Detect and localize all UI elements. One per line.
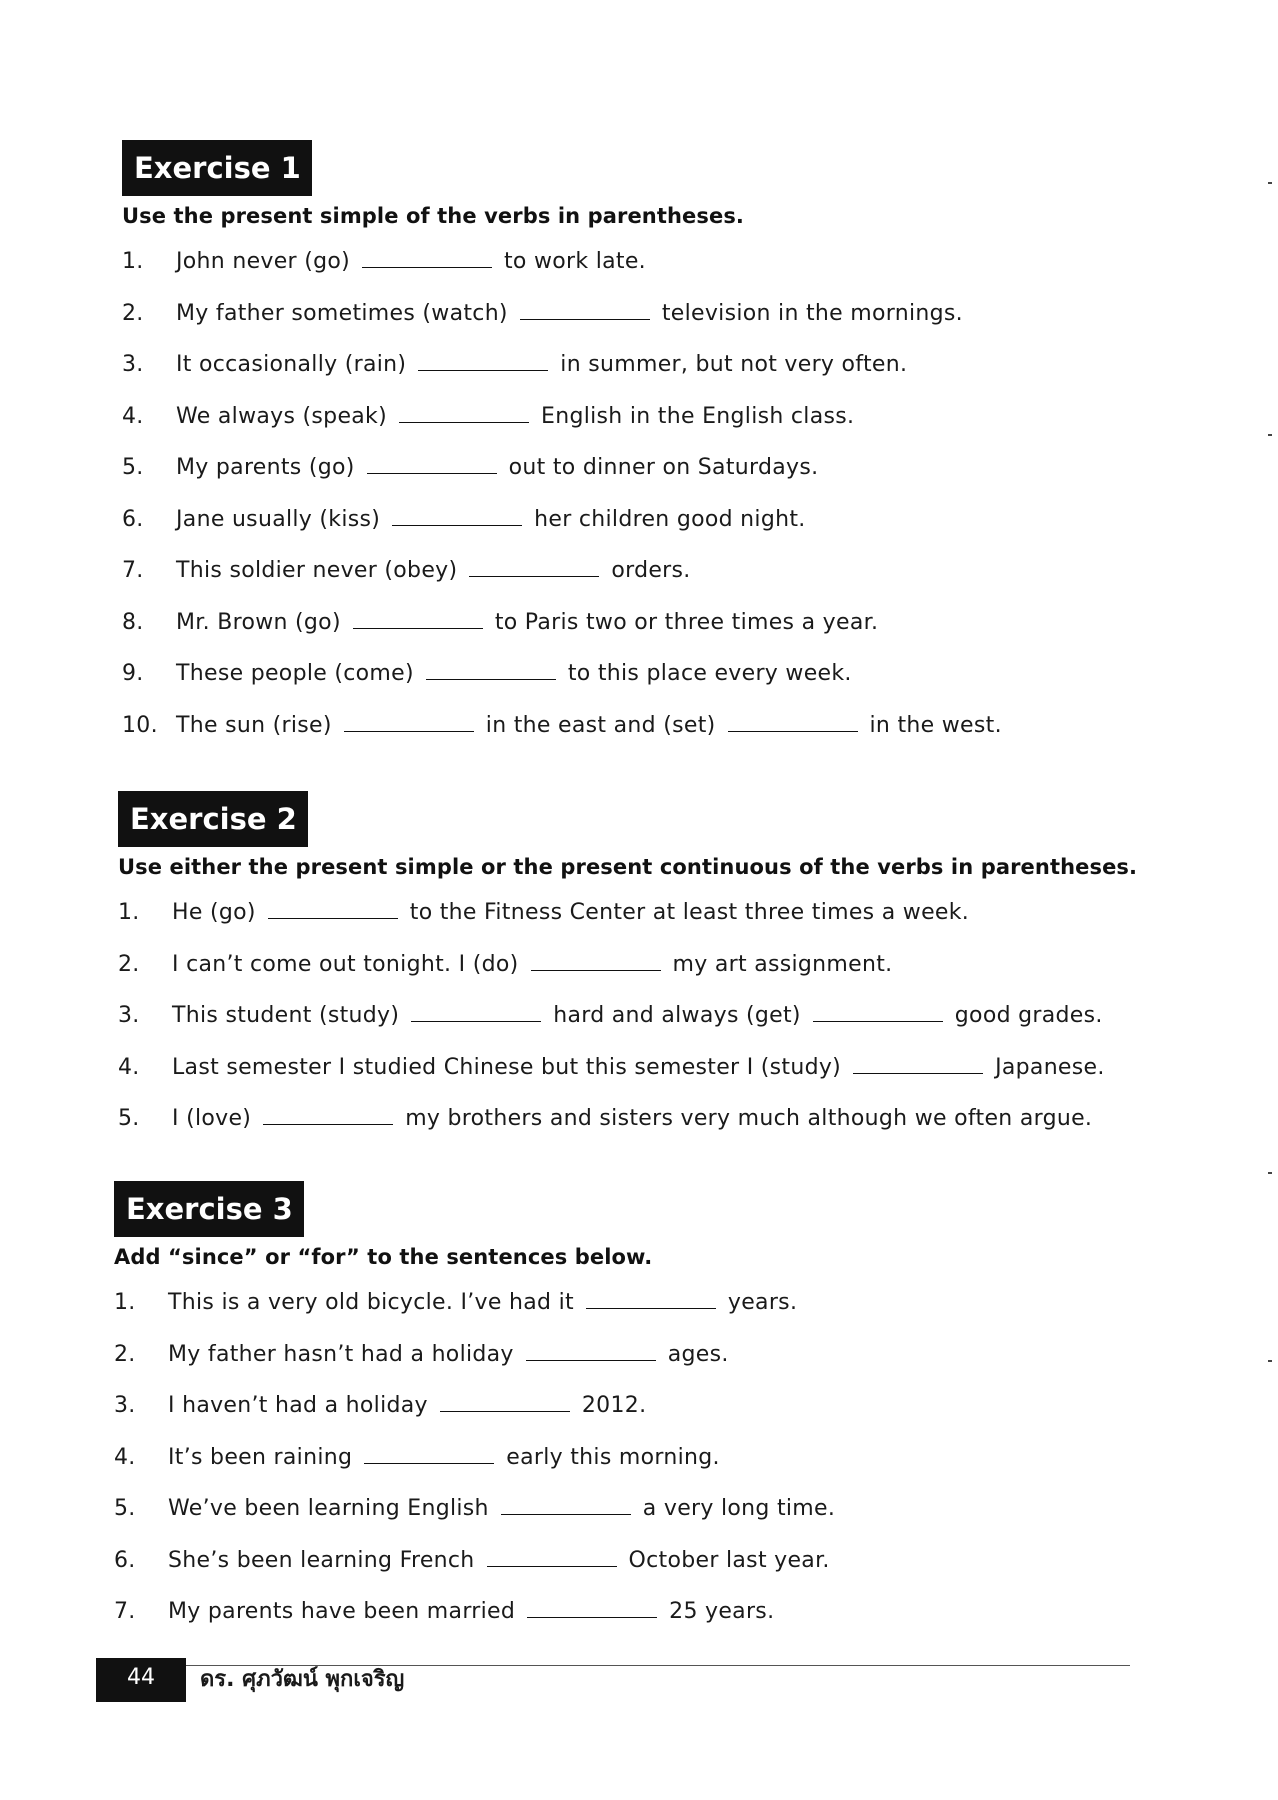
scan-edge-mark xyxy=(1268,1360,1272,1362)
sentence-fragment: It’s been raining xyxy=(168,1444,353,1470)
sentence-fragment: to this place every week. xyxy=(567,661,852,686)
exercise-1-items xyxy=(122,236,1278,751)
answer-blank[interactable] xyxy=(353,627,483,629)
item-number: 10. xyxy=(122,712,158,738)
answer-blank[interactable] xyxy=(367,472,497,474)
item-number: 6. xyxy=(114,1547,136,1573)
exercise-item xyxy=(122,339,1278,391)
exercise-item xyxy=(122,648,1278,700)
page-footer xyxy=(96,1658,1130,1702)
item-number: 5. xyxy=(122,455,144,480)
exercise-item xyxy=(118,1042,1278,1094)
item-sentence xyxy=(176,494,806,546)
sentence-fragment: I (love) xyxy=(172,1106,252,1131)
item-number: 1. xyxy=(122,249,144,274)
sentence-fragment: out to dinner on Saturdays. xyxy=(508,455,819,480)
item-sentence xyxy=(176,700,1002,752)
exercise-2-section xyxy=(0,791,1278,1145)
answer-blank[interactable] xyxy=(411,1020,541,1022)
answer-blank[interactable] xyxy=(364,1462,494,1464)
scan-edge-mark xyxy=(1268,434,1272,436)
sentence-fragment: ages. xyxy=(667,1341,729,1367)
answer-blank[interactable] xyxy=(362,266,492,268)
item-number: 6. xyxy=(122,506,144,532)
item-number: 5. xyxy=(118,1106,140,1131)
answer-blank[interactable] xyxy=(813,1020,943,1022)
sentence-fragment: These people (come) xyxy=(176,661,414,686)
item-sentence xyxy=(168,1329,729,1381)
sentence-fragment: Japanese. xyxy=(995,1054,1105,1080)
sentence-fragment: Jane usually (kiss) xyxy=(176,506,381,532)
item-number: 9. xyxy=(122,661,144,686)
answer-blank[interactable] xyxy=(527,1616,657,1618)
item-number: 4. xyxy=(122,403,144,429)
item-sentence xyxy=(168,1432,720,1484)
exercise-item xyxy=(114,1432,1278,1484)
exercise-item xyxy=(114,1380,1278,1432)
answer-blank[interactable] xyxy=(426,678,556,680)
answer-blank[interactable] xyxy=(520,318,650,320)
item-number: 3. xyxy=(118,1003,140,1028)
item-number: 5. xyxy=(114,1496,136,1521)
item-number: 4. xyxy=(114,1444,136,1470)
item-number: 4. xyxy=(118,1054,140,1080)
exercise-item xyxy=(122,494,1278,546)
sentence-fragment: We’ve been learning English xyxy=(168,1496,489,1521)
sentence-fragment: My parents (go) xyxy=(176,455,355,480)
sentence-fragment: my art assignment. xyxy=(672,951,893,977)
author-name: ดร. ศุภวัฒน์ พุกเจริญ xyxy=(200,1667,405,1692)
exercise-item xyxy=(114,1586,1278,1638)
answer-blank[interactable] xyxy=(344,730,474,732)
exercise-item xyxy=(122,442,1278,494)
answer-blank[interactable] xyxy=(531,969,661,971)
exercise-3-instruction: Add “since” or “for” to the sentences below. xyxy=(114,1245,653,1269)
exercise-item xyxy=(118,939,1278,991)
sentence-fragment: My father sometimes (watch) xyxy=(176,300,508,326)
exercise-item xyxy=(122,391,1278,443)
exercise-3-title: Exercise 3 xyxy=(114,1181,304,1237)
item-sentence xyxy=(172,990,1103,1042)
answer-blank[interactable] xyxy=(440,1410,570,1412)
sentence-fragment: her children good night. xyxy=(534,506,806,532)
sentence-fragment: She’s been learning French xyxy=(168,1547,475,1573)
exercise-1-section xyxy=(0,140,1278,751)
sentence-fragment: This is a very old bicycle. I’ve had it xyxy=(168,1290,574,1315)
sentence-fragment: good grades. xyxy=(954,1003,1103,1028)
item-number: 1. xyxy=(114,1290,136,1315)
sentence-fragment: to Paris two or three times a year. xyxy=(494,609,879,635)
item-number: 3. xyxy=(114,1393,136,1418)
sentence-fragment: Last semester I studied Chinese but this semester I (study) xyxy=(172,1054,842,1080)
sentence-fragment: in the east and (set) xyxy=(485,712,716,738)
exercise-3-section xyxy=(0,1181,1278,1638)
item-sentence xyxy=(168,1586,774,1638)
exercise-3-items xyxy=(114,1277,1278,1638)
answer-blank[interactable] xyxy=(469,575,599,577)
answer-blank[interactable] xyxy=(526,1359,656,1361)
sentence-fragment: My parents have been married xyxy=(168,1599,516,1624)
sentence-fragment: He (go) xyxy=(172,900,256,925)
sentence-fragment: I can’t come out tonight. I (do) xyxy=(172,951,519,977)
sentence-fragment: my brothers and sisters very much although we often argue. xyxy=(405,1106,1093,1131)
item-number: 7. xyxy=(114,1599,136,1624)
sentence-fragment: John never (go) xyxy=(176,249,350,274)
answer-blank[interactable] xyxy=(268,917,398,919)
sentence-fragment: years. xyxy=(727,1290,798,1315)
item-sentence xyxy=(176,391,854,443)
page-number: 44 xyxy=(96,1658,186,1702)
answer-blank[interactable] xyxy=(487,1565,617,1567)
sentence-fragment: My father hasn’t had a holiday xyxy=(168,1341,514,1367)
item-number: 2. xyxy=(118,951,140,977)
item-sentence xyxy=(176,597,878,649)
item-sentence xyxy=(168,1535,830,1587)
sentence-fragment: 2012. xyxy=(581,1393,647,1418)
item-sentence xyxy=(176,339,907,391)
sentence-fragment: to work late. xyxy=(504,249,646,274)
item-sentence xyxy=(172,1042,1105,1094)
item-sentence xyxy=(172,1093,1092,1145)
item-number: 8. xyxy=(122,609,144,635)
item-number: 2. xyxy=(122,300,144,326)
exercise-1-title: Exercise 1 xyxy=(122,140,312,196)
exercise-item xyxy=(114,1277,1278,1329)
item-sentence xyxy=(168,1277,797,1329)
answer-blank[interactable] xyxy=(392,524,522,526)
exercise-item xyxy=(122,236,1278,288)
exercise-2-items xyxy=(118,887,1278,1145)
sentence-fragment: We always (speak) xyxy=(176,403,387,429)
answer-blank[interactable] xyxy=(399,421,529,423)
exercise-1-instruction: Use the present simple of the verbs in parentheses. xyxy=(122,204,744,228)
sentence-fragment: a very long time. xyxy=(642,1496,836,1521)
sentence-fragment: hard and always (get) xyxy=(553,1003,801,1028)
item-sentence xyxy=(168,1483,835,1535)
exercise-item xyxy=(118,990,1278,1042)
sentence-fragment: Mr. Brown (go) xyxy=(176,609,341,635)
exercise-item xyxy=(122,597,1278,649)
sentence-fragment: It occasionally (rain) xyxy=(176,352,407,377)
exercise-item xyxy=(122,288,1278,340)
exercise-item xyxy=(118,1093,1278,1145)
answer-blank[interactable] xyxy=(728,730,858,732)
exercise-2-title: Exercise 2 xyxy=(118,791,308,847)
sentence-fragment: This soldier never (obey) xyxy=(176,558,458,583)
item-sentence xyxy=(172,939,892,991)
scan-edge-mark xyxy=(1268,182,1272,184)
sentence-fragment: to the Fitness Center at least three times a week. xyxy=(409,900,970,925)
exercise-item xyxy=(114,1329,1278,1381)
sentence-fragment: orders. xyxy=(611,558,691,583)
answer-blank[interactable] xyxy=(501,1513,631,1515)
item-sentence xyxy=(168,1380,646,1432)
exercise-item xyxy=(114,1483,1278,1535)
answer-blank[interactable] xyxy=(853,1072,983,1074)
sentence-fragment: 25 years. xyxy=(669,1599,775,1624)
item-sentence xyxy=(176,236,646,288)
item-number: 1. xyxy=(118,900,140,925)
sentence-fragment: This student (study) xyxy=(172,1003,400,1028)
sentence-fragment: English in the English class. xyxy=(541,403,855,429)
sentence-fragment: in the west. xyxy=(869,712,1002,738)
item-sentence xyxy=(176,648,852,700)
item-sentence xyxy=(172,887,969,939)
sentence-fragment: I haven’t had a holiday xyxy=(168,1393,428,1418)
item-number: 7. xyxy=(122,558,144,583)
item-sentence xyxy=(176,442,818,494)
answer-blank[interactable] xyxy=(586,1307,716,1309)
exercise-2-instruction: Use either the present simple or the present continuous of the verbs in parentheses. xyxy=(118,855,1138,879)
sentence-fragment: The sun (rise) xyxy=(176,712,332,738)
sentence-fragment: early this morning. xyxy=(506,1444,720,1470)
exercise-item xyxy=(114,1535,1278,1587)
answer-blank[interactable] xyxy=(263,1123,393,1125)
item-sentence xyxy=(176,545,691,597)
item-number: 2. xyxy=(114,1341,136,1367)
exercise-item xyxy=(122,545,1278,597)
scan-edge-mark xyxy=(1268,1172,1272,1174)
answer-blank[interactable] xyxy=(418,369,548,371)
sentence-fragment: television in the mornings. xyxy=(661,300,963,326)
item-sentence xyxy=(176,288,963,340)
sentence-fragment: October last year. xyxy=(628,1547,830,1573)
sentence-fragment: in summer, but not very often. xyxy=(560,352,908,377)
item-number: 3. xyxy=(122,352,144,377)
exercise-item xyxy=(122,700,1278,752)
exercise-item xyxy=(118,887,1278,939)
